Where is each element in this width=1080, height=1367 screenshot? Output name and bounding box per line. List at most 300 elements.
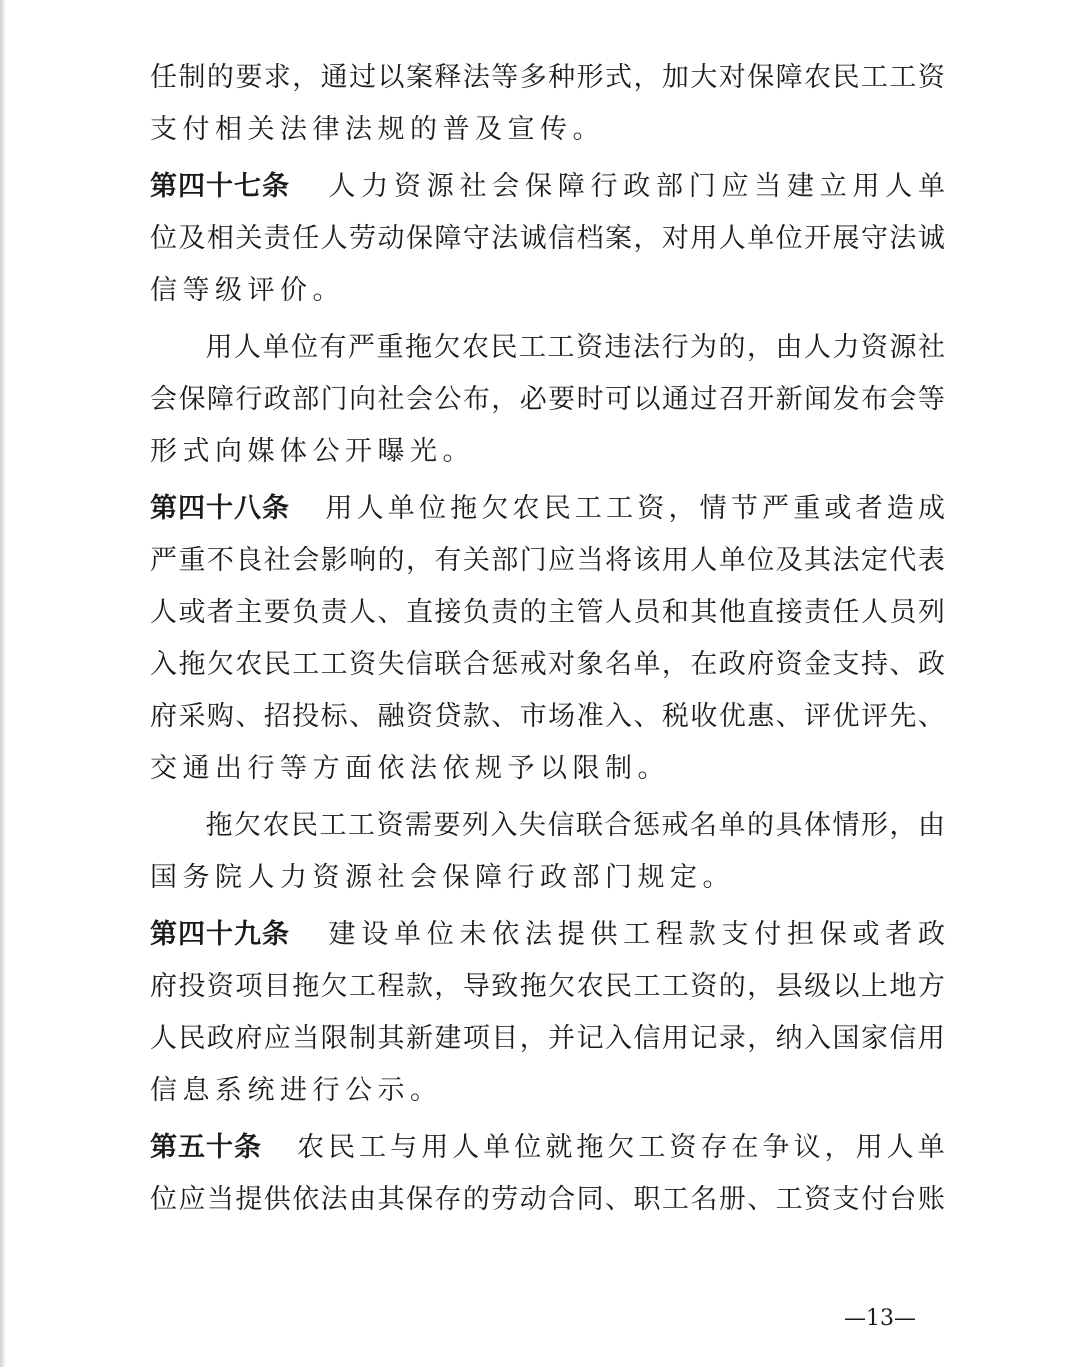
character: 议 — [793, 1132, 821, 1163]
character: 优 — [832, 701, 860, 732]
character: 召 — [718, 384, 746, 415]
character: 欠 — [234, 810, 261, 841]
character: 会 — [889, 384, 917, 415]
character: 国 — [832, 1023, 860, 1054]
character: 单 — [918, 171, 945, 202]
character: ， — [668, 493, 696, 524]
character: 拖 — [450, 493, 478, 524]
text-line — [150, 1013, 945, 1065]
character: 释 — [434, 62, 462, 93]
character: 行 — [590, 171, 618, 202]
character: 障 — [206, 384, 234, 415]
character: 民 — [291, 810, 318, 841]
character: 情 — [699, 493, 727, 524]
character: 对 — [718, 62, 746, 93]
character: 用 — [421, 1132, 449, 1163]
character: 等 — [491, 62, 519, 93]
character: 合 — [548, 1184, 576, 1215]
character: 关 — [235, 223, 263, 254]
character: 有 — [319, 332, 347, 363]
character: 法 — [320, 1184, 348, 1215]
character: 人 — [804, 332, 831, 363]
character: 持 — [860, 649, 888, 680]
character: 农 — [462, 332, 489, 363]
character: 欠 — [206, 649, 234, 680]
text-line — [150, 213, 945, 265]
character: ， — [633, 62, 661, 93]
character: 民 — [832, 62, 860, 93]
character: 以 — [377, 62, 405, 93]
character: 用 — [855, 1132, 883, 1163]
character: 拖 — [292, 971, 320, 1002]
character: 力 — [361, 171, 389, 202]
character: 的 — [519, 597, 547, 628]
character: 守 — [462, 223, 490, 254]
character: 欠 — [607, 1132, 635, 1163]
character: 法 — [633, 332, 660, 363]
text-line — [150, 1122, 945, 1174]
character: 民 — [605, 971, 632, 1002]
character: 公 — [434, 384, 462, 415]
character: 供 — [263, 1184, 291, 1215]
character: 用 — [325, 493, 353, 524]
character: 资 — [917, 62, 945, 93]
character: 者 — [885, 919, 913, 950]
character: 劳 — [349, 223, 377, 254]
character: 资 — [206, 971, 234, 1002]
character: 程 — [656, 919, 683, 950]
character: 录 — [718, 1023, 746, 1054]
character: 违 — [604, 332, 632, 363]
character: 过 — [690, 384, 718, 415]
character: 严 — [150, 545, 177, 576]
character: 存 — [434, 1184, 462, 1215]
character: 依 — [492, 919, 520, 950]
character: 册 — [718, 1184, 746, 1215]
character: 由 — [349, 1184, 377, 1215]
character: 求 — [263, 62, 291, 93]
character: 其 — [804, 545, 832, 576]
character: 门 — [320, 384, 348, 415]
text-line — [150, 161, 945, 213]
character: 供 — [590, 919, 618, 950]
character: 收 — [690, 701, 718, 732]
text-line: 支付相关法律法规的普及宣传。 — [150, 114, 605, 145]
character: ， — [889, 810, 917, 841]
document-body — [150, 52, 945, 1226]
character: 制 — [178, 62, 206, 93]
character: 支 — [832, 649, 860, 680]
character: 、 — [349, 701, 377, 732]
character: 人 — [860, 597, 888, 628]
character: 欠 — [548, 971, 576, 1002]
character: 项 — [235, 971, 263, 1002]
character: ， — [519, 1023, 547, 1054]
character: 法 — [889, 223, 917, 254]
character: 由 — [775, 332, 803, 363]
indent — [266, 1122, 293, 1174]
character: 入 — [605, 701, 632, 732]
character: 担 — [787, 919, 814, 950]
character: 的 — [206, 62, 234, 93]
character: 政 — [718, 649, 746, 680]
character: 信 — [547, 810, 575, 841]
character: 社 — [459, 171, 487, 202]
character: 严 — [762, 493, 789, 524]
character: 社 — [377, 384, 405, 415]
character: 保 — [405, 223, 433, 254]
character: 行 — [235, 384, 263, 415]
character: 工 — [359, 1132, 387, 1163]
character: 人 — [885, 171, 913, 202]
indent — [150, 800, 204, 852]
character: 展 — [832, 223, 860, 254]
character: 要 — [263, 597, 291, 628]
character: 失 — [519, 810, 546, 841]
character: 惠 — [747, 701, 775, 732]
character: 农 — [804, 62, 832, 93]
character: 人 — [150, 1023, 177, 1054]
character: 项 — [462, 1023, 490, 1054]
text-line — [150, 322, 945, 374]
character: 人 — [320, 223, 348, 254]
text-line — [150, 535, 945, 587]
character: 以 — [832, 971, 860, 1002]
character: 位 — [426, 919, 454, 950]
character: 、 — [605, 1184, 632, 1215]
character: 在 — [690, 649, 718, 680]
character: 位 — [150, 223, 177, 254]
character: 主 — [548, 597, 576, 628]
character: 用 — [661, 545, 689, 576]
character: 法 — [462, 62, 490, 93]
character: 门 — [688, 171, 716, 202]
character: 惩 — [633, 810, 660, 841]
character: 及 — [178, 223, 206, 254]
character: 招 — [263, 701, 291, 732]
character: 人 — [718, 223, 746, 254]
character: 工 — [661, 971, 689, 1002]
text-line: 信等级评价。 — [150, 275, 345, 306]
character: 资 — [861, 332, 888, 363]
character: 单 — [633, 649, 661, 680]
character: 动 — [519, 1184, 547, 1215]
character: 大 — [690, 62, 718, 93]
character: 拖 — [205, 810, 233, 841]
character: 民 — [263, 649, 291, 680]
character: 信 — [405, 649, 433, 680]
character: 民 — [543, 493, 571, 524]
character: 以 — [633, 384, 661, 415]
character: 动 — [377, 223, 405, 254]
character: 、 — [775, 701, 803, 732]
character: ， — [405, 545, 433, 576]
character: 的 — [747, 810, 774, 841]
character: 民 — [490, 332, 518, 363]
text-line — [150, 909, 945, 961]
indent — [294, 483, 321, 535]
character: 当 — [292, 1023, 320, 1054]
character: 准 — [576, 701, 604, 732]
character: 工 — [661, 1184, 689, 1215]
character: 重 — [376, 332, 404, 363]
character: 责 — [320, 597, 348, 628]
character: 购 — [206, 701, 234, 732]
character: 单 — [747, 223, 775, 254]
character: 款 — [462, 701, 490, 732]
character: 工 — [292, 649, 320, 680]
character: 资 — [394, 171, 421, 202]
character: 位 — [291, 332, 318, 363]
character: 障 — [557, 171, 585, 202]
character: 采 — [178, 701, 206, 732]
text-line: 信息系统进行公示。 — [150, 1075, 443, 1106]
character: 时 — [576, 384, 604, 415]
character: 资 — [775, 649, 803, 680]
character: 要 — [548, 384, 576, 415]
character: 投 — [292, 701, 320, 732]
character: 工 — [889, 62, 917, 93]
character: 由 — [918, 810, 945, 841]
character: 资 — [804, 1184, 832, 1215]
character: 的 — [377, 545, 405, 576]
character: 立 — [819, 171, 847, 202]
indent — [296, 909, 323, 961]
character: 严 — [348, 332, 375, 363]
page-edge-shadow — [0, 0, 6, 1367]
text-line — [150, 587, 945, 639]
character: 贷 — [434, 701, 462, 732]
indent — [150, 322, 204, 374]
character: 部 — [656, 171, 683, 202]
character: 欠 — [481, 493, 509, 524]
character: 戒 — [519, 649, 547, 680]
character: ， — [747, 971, 775, 1002]
character: 发 — [832, 384, 860, 415]
character: 法 — [832, 545, 860, 576]
character: 标 — [320, 701, 348, 732]
text-line — [150, 961, 945, 1013]
character: 款 — [405, 971, 433, 1002]
character: 、 — [235, 701, 263, 732]
character: 责 — [491, 597, 519, 628]
character: 应 — [548, 545, 576, 576]
character: 加 — [661, 62, 689, 93]
character: 工 — [633, 971, 661, 1002]
character: 人 — [328, 171, 356, 202]
character: 政 — [623, 171, 651, 202]
character: 可 — [605, 384, 632, 415]
character: 闻 — [804, 384, 832, 415]
character: 农 — [576, 971, 604, 1002]
character: 付 — [860, 1184, 888, 1215]
character: 当 — [576, 545, 604, 576]
character: 、 — [633, 701, 661, 732]
character: ， — [661, 649, 689, 680]
character: 法 — [491, 223, 519, 254]
character: 需 — [405, 810, 432, 841]
character: 种 — [548, 62, 576, 93]
character: 记 — [576, 1023, 604, 1054]
character: 档 — [576, 223, 604, 254]
text-line: 交通出行等方面依法依规予以限制。 — [150, 753, 670, 784]
character: 要 — [433, 810, 461, 841]
article-title: 第四十八条 — [150, 493, 290, 524]
character: 府 — [150, 701, 177, 732]
character: 欠 — [320, 971, 348, 1002]
character: 形 — [576, 62, 604, 93]
character: 金 — [804, 649, 832, 680]
character: 合 — [604, 810, 632, 841]
character: 名 — [690, 1184, 718, 1215]
character: 位 — [150, 1184, 177, 1215]
character: 位 — [747, 545, 775, 576]
character: 信 — [548, 223, 576, 254]
character: 名 — [605, 649, 632, 680]
character: 资 — [690, 971, 718, 1002]
character: 要 — [235, 62, 263, 93]
character: 建 — [328, 919, 356, 950]
character: ， — [747, 1023, 775, 1054]
character: 工 — [547, 332, 575, 363]
character: 工 — [320, 649, 348, 680]
character: 位 — [775, 223, 803, 254]
character: 工 — [638, 1132, 666, 1163]
character: 与 — [390, 1132, 418, 1163]
character: 任 — [292, 223, 320, 254]
character: 用 — [661, 1023, 689, 1054]
character: 限 — [320, 1023, 348, 1054]
character: 者 — [206, 597, 234, 628]
character: 过 — [349, 62, 377, 93]
character: 保 — [747, 62, 775, 93]
character: 评 — [860, 701, 888, 732]
character: 具 — [775, 810, 803, 841]
character: 导 — [462, 971, 490, 1002]
character: 应 — [263, 1023, 291, 1054]
character: 单 — [917, 1132, 945, 1163]
character: 县 — [775, 971, 803, 1002]
character: 负 — [292, 597, 320, 628]
text-line — [150, 1174, 945, 1226]
character: 诚 — [519, 223, 547, 254]
character: 的 — [462, 1184, 490, 1215]
character: 会 — [492, 171, 520, 202]
character: 或 — [178, 597, 206, 628]
character: 管 — [576, 597, 604, 628]
character: 戒 — [661, 810, 689, 841]
character: 农 — [297, 1132, 325, 1163]
character: ， — [434, 971, 462, 1002]
character: 他 — [718, 597, 746, 628]
character: 代 — [889, 545, 917, 576]
character: 政 — [263, 384, 291, 415]
character: 人 — [234, 332, 261, 363]
character: 信 — [633, 1023, 661, 1054]
character: 人 — [690, 545, 718, 576]
character: 接 — [775, 597, 803, 628]
character: 拖 — [405, 332, 432, 363]
character: 或 — [824, 493, 852, 524]
character: 任 — [832, 597, 860, 628]
character: 方 — [917, 971, 945, 1002]
character: 提 — [557, 919, 585, 950]
character: 政 — [918, 919, 945, 950]
character: 法 — [525, 919, 552, 950]
character: 通 — [320, 62, 348, 93]
character: 单 — [483, 1132, 511, 1163]
article-49 — [150, 909, 945, 1117]
character: 障 — [775, 62, 803, 93]
character: 工 — [775, 1184, 803, 1215]
article-48 — [150, 483, 945, 795]
character: 案 — [405, 62, 433, 93]
character: 保 — [405, 1184, 433, 1215]
character: 人 — [452, 1132, 480, 1163]
character: 形 — [861, 810, 888, 841]
character: 款 — [688, 919, 716, 950]
character: 级 — [804, 971, 832, 1002]
paragraph — [150, 52, 945, 156]
character: 市 — [519, 701, 547, 732]
character: 列 — [917, 597, 945, 628]
character: 信 — [889, 1023, 917, 1054]
character: 直 — [405, 597, 433, 628]
character: 案 — [605, 223, 632, 254]
character: 式 — [605, 62, 632, 93]
character: 和 — [661, 597, 689, 628]
character: 失 — [377, 649, 405, 680]
character: 就 — [545, 1132, 573, 1163]
character: 拖 — [178, 649, 206, 680]
character: 、 — [889, 649, 917, 680]
character: 惩 — [491, 649, 519, 680]
character: 位 — [418, 493, 446, 524]
character: 及 — [775, 545, 803, 576]
character: 情 — [832, 810, 860, 841]
character: 付 — [754, 919, 782, 950]
character: 制 — [349, 1023, 377, 1054]
character: 单 — [262, 332, 290, 363]
character: 应 — [721, 171, 749, 202]
character: 布 — [462, 384, 490, 415]
character: 纳 — [775, 1023, 803, 1054]
character: 支 — [721, 919, 749, 950]
character: 人 — [886, 1132, 914, 1163]
character: 对 — [548, 649, 576, 680]
text-line — [150, 374, 945, 426]
character: 单 — [718, 545, 746, 576]
character: 合 — [462, 649, 490, 680]
character: 府 — [747, 649, 775, 680]
character: 部 — [491, 545, 519, 576]
character: 响 — [349, 545, 377, 576]
character: 入 — [605, 1023, 632, 1054]
character: 行 — [661, 332, 689, 363]
character: 的 — [718, 971, 746, 1002]
paragraph — [150, 800, 945, 904]
character: 障 — [434, 223, 462, 254]
character: 多 — [519, 62, 547, 93]
character: 并 — [548, 1023, 576, 1054]
character: 当 — [206, 1184, 234, 1215]
character: 工 — [348, 810, 375, 841]
text-line: 形式向媒体公开曝光。 — [150, 436, 475, 467]
character: 体 — [804, 810, 831, 841]
character: 资 — [349, 649, 377, 680]
character: 工 — [519, 332, 546, 363]
character: 入 — [804, 1023, 832, 1054]
